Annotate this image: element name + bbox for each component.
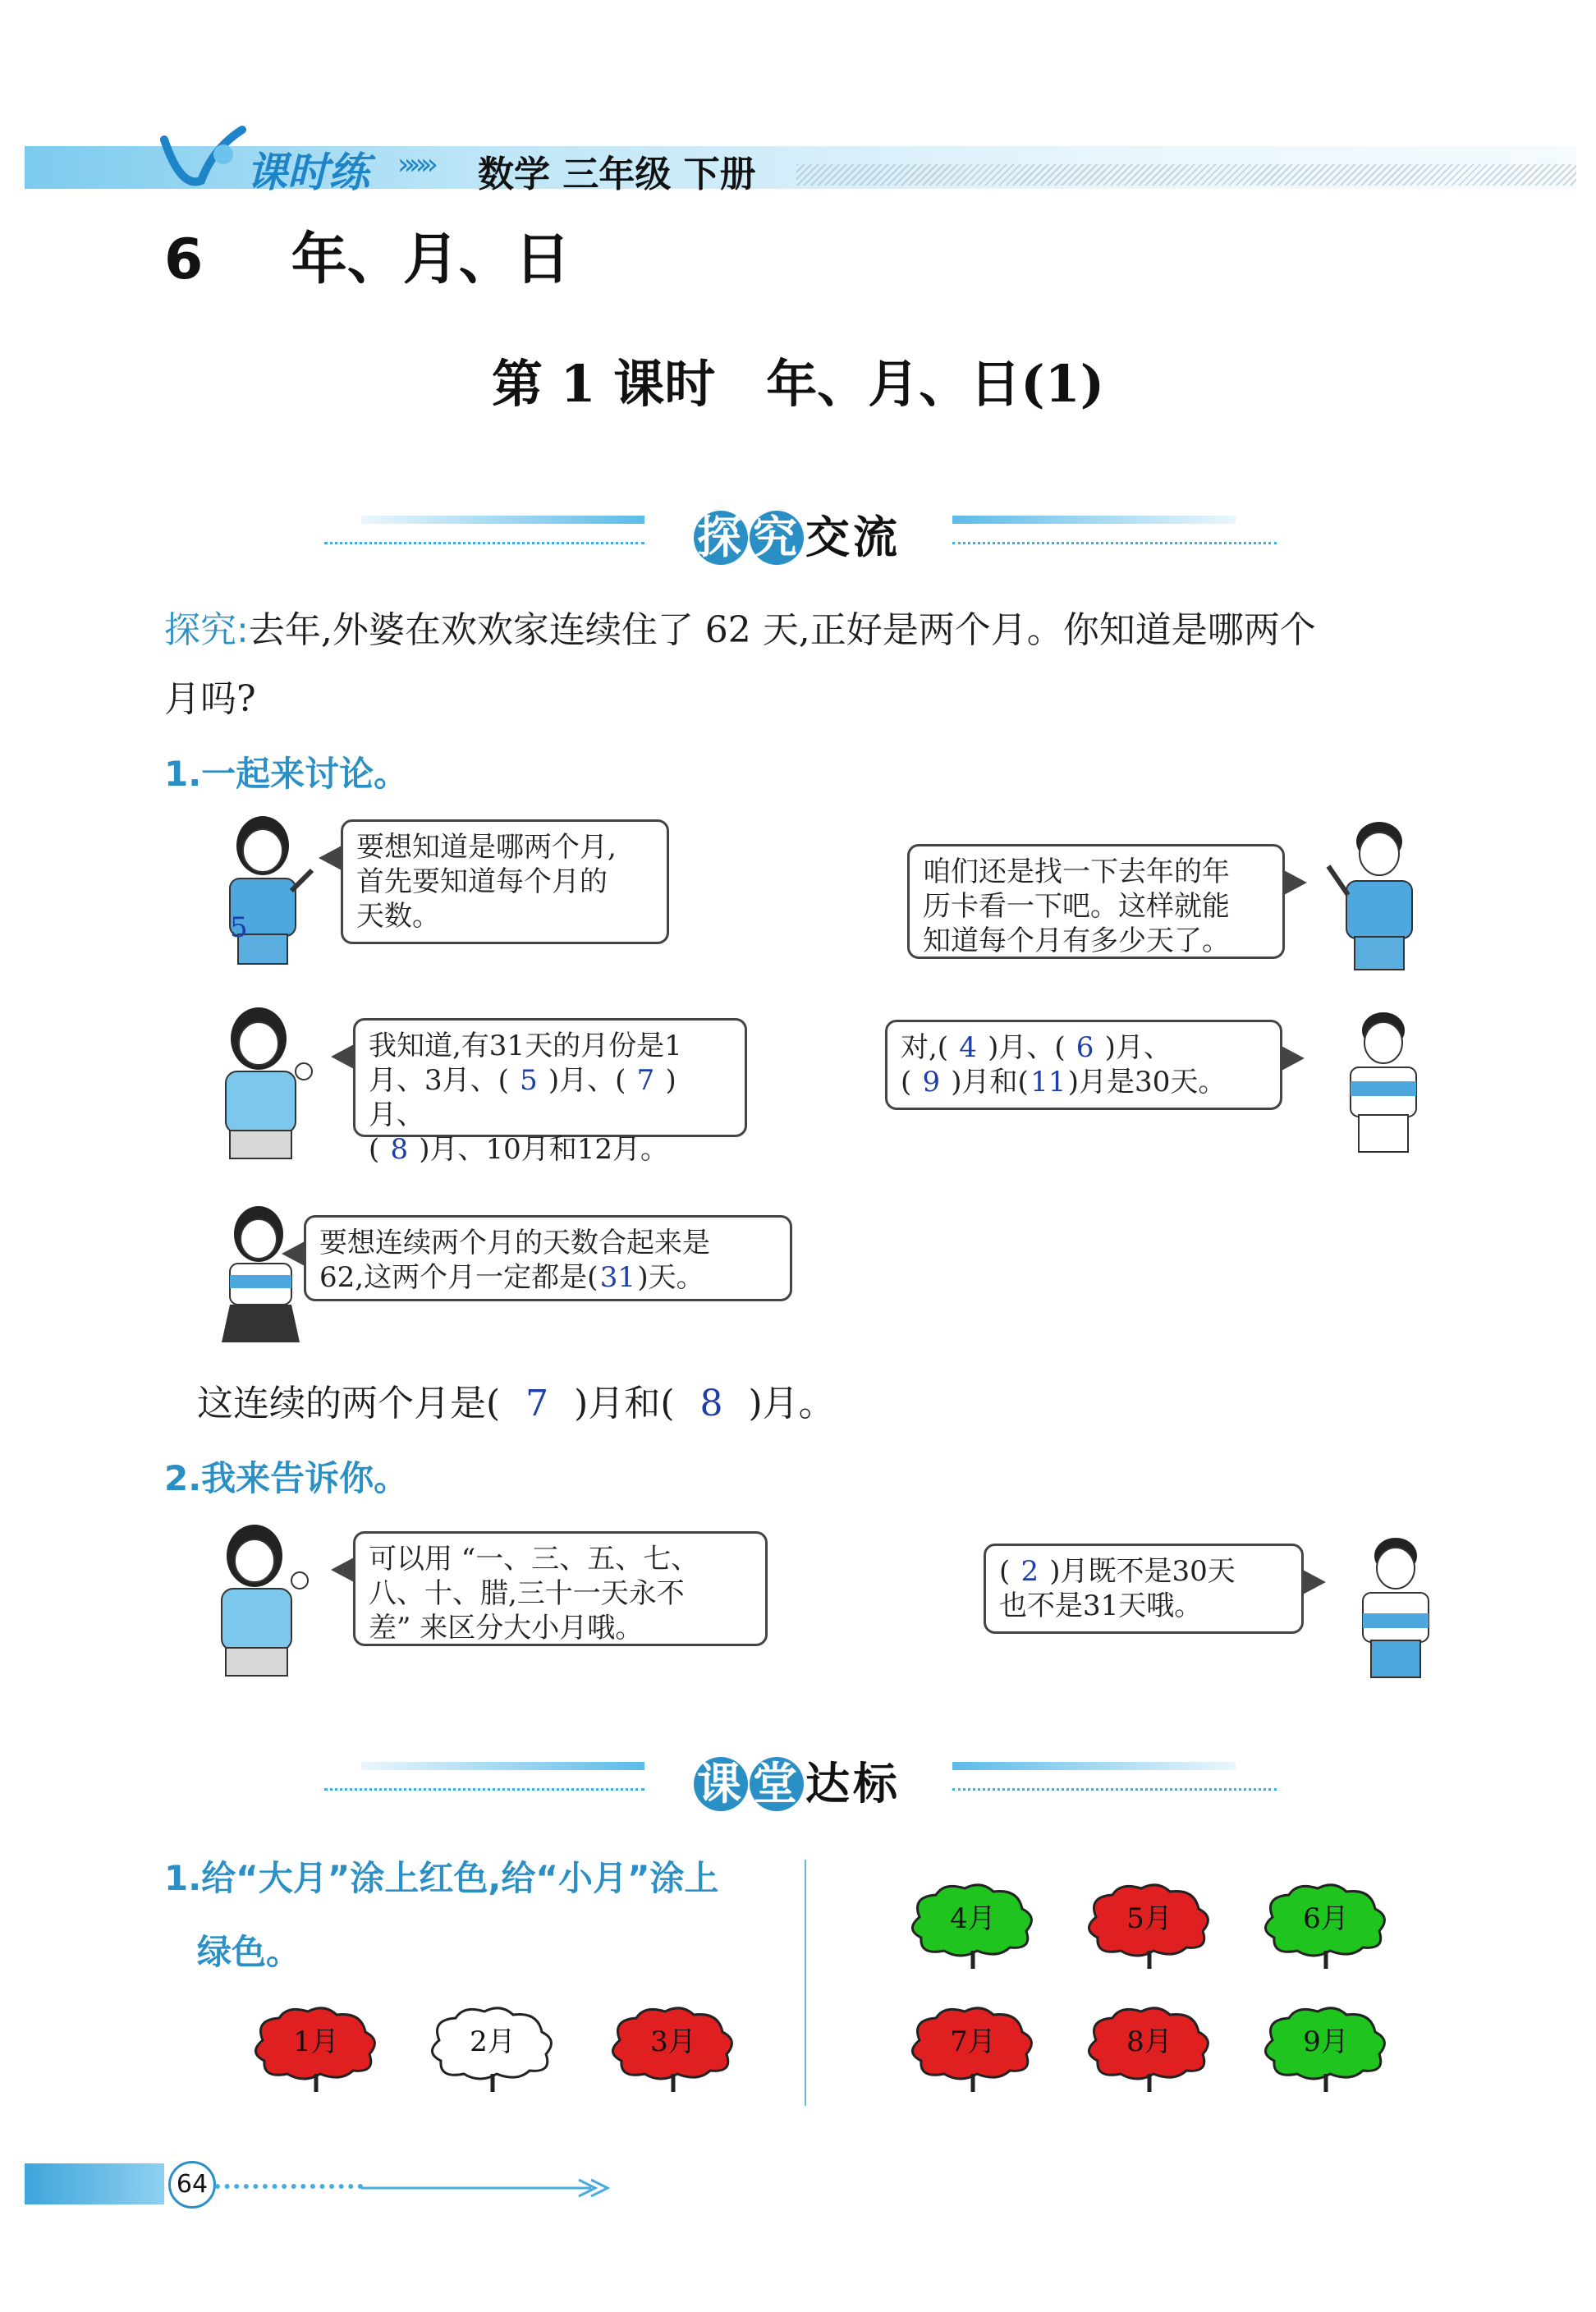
girl-figure-icon	[201, 1523, 324, 1687]
question-1-heading: 1.一起来讨论。	[164, 754, 409, 794]
conclusion-text: )月。	[748, 1383, 835, 1424]
footer-band	[25, 2163, 164, 2204]
bubble-text: (	[369, 1133, 380, 1166]
month-tree	[1080, 2003, 1219, 2094]
bubble-line: 可以用 “一、三、五、七、	[369, 1543, 699, 1576]
section-bar-right	[952, 1762, 1236, 1770]
brand-logo-icon	[156, 123, 246, 197]
section-badge: 课	[694, 1757, 748, 1811]
bubble-line: 要想连续两个月的天数合起来是	[319, 1227, 710, 1259]
tree-label: 1月	[293, 2025, 339, 2058]
month-tree	[423, 2003, 562, 2094]
section-bar-left	[361, 1762, 644, 1770]
boy-figure-icon	[1314, 817, 1437, 977]
answer-blank: 7	[525, 1383, 549, 1424]
tree-label: 4月	[950, 1902, 996, 1935]
answer-blank: 8	[699, 1383, 723, 1424]
bubble-text: )月是30天。	[1067, 1066, 1227, 1099]
section-title-practice	[694, 1749, 901, 1812]
bubble-line: 我知道,有31天的月份是1	[369, 1030, 682, 1062]
section-line-left	[324, 1788, 644, 1791]
answer-blank: 7	[636, 1064, 655, 1097]
bubble-text: 对,(	[901, 1031, 949, 1064]
chapter-heading	[164, 215, 571, 295]
month-tree	[1256, 1880, 1396, 1970]
bubble-line: 要想知道是哪两个月,	[356, 831, 617, 864]
bubble-text: )月既不是30天	[1049, 1555, 1236, 1588]
practice-q1-line2: 绿色。	[197, 1932, 301, 1972]
section-badge: 堂	[750, 1757, 804, 1811]
conclusion-text: 这连续的两个月是(	[197, 1383, 501, 1424]
girl-shirt-number: 5	[230, 911, 248, 944]
page-number: 64	[168, 2161, 216, 2209]
boy-figure-icon	[1322, 1006, 1445, 1162]
month-tree	[1256, 2003, 1396, 2094]
section-title-text: 交流	[805, 511, 901, 563]
section-bar-left	[361, 516, 644, 524]
bubble-text: )月、(	[548, 1064, 626, 1097]
bubble-line: 八、十、腊,三十一天永不	[369, 1577, 685, 1610]
bubble-line: 首先要知道每个月的	[356, 865, 608, 898]
bubble-text: (	[999, 1555, 1011, 1588]
bubble-line: 知道每个月有多少天了。	[923, 924, 1230, 957]
boy-figure-icon	[1334, 1531, 1457, 1687]
answer-blank: 11	[1030, 1066, 1066, 1099]
answer-blank: 8	[390, 1133, 409, 1166]
header-subject: 数学 三年级 下册	[478, 154, 756, 195]
bubble-text: )月、	[1104, 1031, 1172, 1064]
speech-bubble-3	[353, 1018, 747, 1166]
girl-figure-icon	[205, 1006, 328, 1174]
footer-dots	[215, 2184, 363, 2189]
girl-figure-icon	[205, 813, 328, 977]
bubble-text: 62,这两个月一定都是(	[319, 1261, 598, 1294]
explore-line2: 月吗?	[164, 678, 256, 720]
tree-label: 5月	[1126, 1902, 1172, 1935]
month-tree	[1080, 1880, 1219, 1970]
tree-label: 8月	[1126, 2025, 1172, 2058]
answer-blank: 31	[599, 1261, 635, 1294]
bubble-line: 差” 来区分大小月哦。	[369, 1612, 644, 1645]
conclusion-line	[197, 1379, 835, 1429]
bubble-line: 也不是31天哦。	[999, 1590, 1203, 1622]
tree-label: 6月	[1303, 1902, 1349, 1935]
explore-line1: 去年,外婆在欢欢家连续住了 62 天,正好是两个月。你知道是哪两个	[248, 609, 1316, 651]
answer-blank: 6	[1075, 1031, 1094, 1064]
bubble-text: 月、3月、(	[369, 1064, 509, 1097]
answer-blank: 4	[959, 1031, 977, 1064]
tree-label: 3月	[650, 2025, 696, 2058]
explore-prompt	[164, 606, 1445, 655]
tree-label: 7月	[950, 2025, 996, 2058]
bubble-line: 咱们还是找一下去年的年	[923, 856, 1230, 888]
bubble-line: 天数。	[356, 900, 440, 933]
answer-blank: 9	[922, 1066, 941, 1099]
speech-bubble-5	[304, 1215, 792, 1301]
chapter-title: 年、月、日	[291, 227, 571, 292]
speech-bubble-2	[907, 844, 1285, 959]
speech-bubble-7	[984, 1544, 1304, 1634]
month-tree	[903, 1880, 1043, 1970]
speech-bubble-6	[353, 1531, 768, 1646]
bubble-text: )月、10月和12月。	[419, 1133, 669, 1166]
bubble-text: )月、(	[988, 1031, 1066, 1064]
bubble-text: )月、	[369, 1064, 676, 1131]
chapter-number: 6	[164, 227, 204, 292]
brand-name: 课时练	[246, 149, 369, 196]
section-title-explore	[694, 502, 901, 566]
speech-bubble-1	[341, 819, 669, 944]
footer-arrow-icon	[361, 2172, 616, 2204]
header-hatch	[796, 164, 1576, 186]
bubble-text: )月和(	[951, 1066, 1029, 1099]
lesson-title: 第 1 课时 年、月、日(1)	[491, 354, 1105, 414]
speech-bubble-4	[885, 1020, 1282, 1110]
tree-label: 2月	[470, 2025, 516, 2058]
bubble-line: 历卡看一下吧。这样就能	[923, 890, 1230, 923]
section-line-right	[952, 542, 1277, 544]
practice-q1-line1: 1.给“大月”涂上红色,给“小月”涂上	[164, 1858, 719, 1898]
explore-label: 探究:	[164, 609, 249, 651]
question-2-heading: 2.我来告诉你。	[164, 1458, 409, 1498]
tree-label: 9月	[1303, 2025, 1349, 2058]
section-badge: 究	[750, 511, 804, 565]
month-tree	[903, 2003, 1043, 2094]
header-arrows: »»»	[397, 148, 433, 181]
answer-blank: 5	[520, 1064, 538, 1097]
conclusion-text: )月和(	[574, 1383, 675, 1424]
month-tree	[603, 2003, 743, 2094]
section-line-right	[952, 1788, 1277, 1791]
bubble-text: )天。	[637, 1261, 704, 1294]
month-tree	[246, 2003, 386, 2094]
column-divider	[805, 1860, 806, 2106]
section-badge: 探	[694, 511, 748, 565]
answer-blank: 2	[1020, 1555, 1039, 1588]
section-title-text: 达标	[805, 1758, 901, 1810]
bubble-text: (	[901, 1066, 912, 1099]
section-bar-right	[952, 516, 1236, 524]
section-line-left	[324, 542, 644, 544]
